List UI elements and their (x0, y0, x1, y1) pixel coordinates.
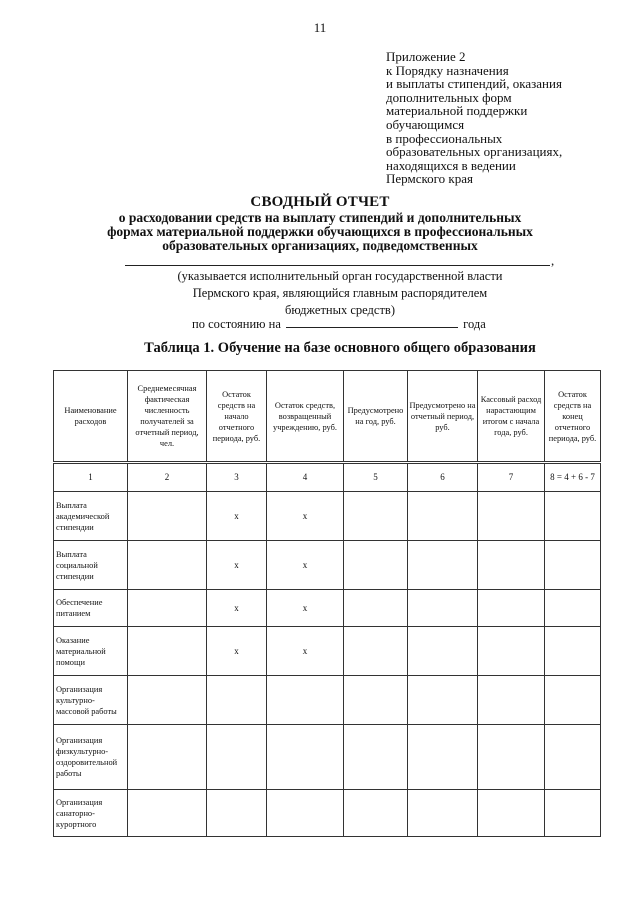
table-cell (128, 790, 207, 837)
header-cell: Предусмотрено на отчетный период, руб. (408, 371, 478, 463)
table-cell (267, 725, 344, 790)
column-number: 6 (408, 463, 478, 492)
column-number: 3 (207, 463, 267, 492)
as-of-date-blank (286, 317, 458, 328)
table-row (54, 492, 601, 541)
table-cell (344, 627, 408, 676)
appendix-line: материальной поддержки (386, 103, 528, 119)
table-cell (545, 541, 601, 590)
appendix-line: находящихся в ведении (386, 157, 516, 173)
table-cell (408, 541, 478, 590)
header-cell: Среднемесячная фактическая численность получателей за отчетный период, чел. (128, 371, 207, 463)
header-cell: Кассовый расход нарастающим итогом с начала года, руб. (478, 371, 545, 463)
appendix-line: дополнительных форм (386, 89, 512, 105)
column-number: 1 (54, 463, 128, 492)
table-cell (408, 676, 478, 725)
expense-name-cell: Организация физкультурно-оздоровительной работы (54, 725, 128, 790)
table-cell (545, 725, 601, 790)
table-row (54, 676, 601, 725)
table-cell (128, 627, 207, 676)
table-row (54, 790, 601, 837)
table-cell: x (207, 492, 267, 541)
table-cell (207, 676, 267, 725)
header-cell: Остаток средств на конец отчетного периода, руб. (545, 371, 601, 463)
as-of-prefix: по состоянию на (192, 317, 281, 331)
appendix-line: образовательных организациях, (386, 144, 563, 160)
appendix-line: Приложение 2 (386, 49, 466, 64)
table-cell (545, 627, 601, 676)
column-number: 7 (478, 463, 545, 492)
header-cell: Остаток средств на начало отчетного периода, руб. (207, 371, 267, 463)
page-number: 11 (313, 20, 327, 35)
table-cell (478, 627, 545, 676)
header-cell: Остаток средств, возвращенный учреждению, руб. (267, 371, 344, 463)
table-cell: x (267, 590, 344, 627)
expense-name-cell: Оказание материальной помощи (54, 627, 128, 676)
table-cell (478, 492, 545, 541)
column-number-row (54, 463, 601, 492)
table-cell: x (267, 627, 344, 676)
authority-note (130, 268, 550, 319)
table-cell (545, 590, 601, 627)
table-cell (408, 790, 478, 837)
column-number: 5 (344, 463, 408, 492)
column-number: 8 = 4 + 6 - 7 (545, 463, 601, 492)
appendix-line: и выплаты стипендий, оказания (386, 76, 562, 92)
table-cell (344, 541, 408, 590)
expense-name-cell: Обеспечение питанием (54, 590, 128, 627)
table-cell (408, 492, 478, 541)
table-cell: x (267, 492, 344, 541)
table-cell (344, 790, 408, 837)
table-cell: x (207, 627, 267, 676)
report-title: СВОДНЫЙ ОТЧЕТ (250, 194, 390, 210)
expense-name-cell: Организация культурно-массовой работы (54, 676, 128, 725)
expense-name-cell: Организация санаторно-курортного (54, 790, 128, 837)
authority-fill-line (125, 264, 550, 266)
table-row (54, 627, 601, 676)
expense-table (53, 370, 601, 837)
note-line: Пермского края, являющийся главным распорядителем (192, 286, 488, 300)
table-cell (344, 725, 408, 790)
table-row (54, 541, 601, 590)
table-cell (267, 790, 344, 837)
appendix-line: к Порядку назначения (386, 62, 509, 78)
expense-name-cell: Выплата академической стипендии (54, 492, 128, 541)
appendix-line: Пермского края (386, 171, 473, 187)
table-cell (478, 725, 545, 790)
table-cell (128, 492, 207, 541)
table-cell (207, 725, 267, 790)
table-body (54, 492, 601, 837)
as-of-date-line (192, 317, 486, 332)
header-row (54, 371, 601, 463)
table-cell (545, 676, 601, 725)
table-cell (545, 492, 601, 541)
note-line: бюджетных средств) (285, 303, 395, 317)
table-cell (267, 676, 344, 725)
column-number: 2 (128, 463, 207, 492)
table-cell (207, 790, 267, 837)
expense-name-cell: Выплата социальной стипендии (54, 541, 128, 590)
appendix-line: обучающимся (386, 116, 465, 132)
as-of-suffix: года (463, 317, 486, 331)
subtitle-line: о расходовании средств на выплату стипендий и дополнительных (118, 210, 522, 225)
table-cell (128, 590, 207, 627)
header-cell: Наименование расходов (54, 371, 128, 463)
table-cell (478, 676, 545, 725)
table-cell (128, 725, 207, 790)
table-cell: x (207, 590, 267, 627)
column-number: 4 (267, 463, 344, 492)
table-row (54, 725, 601, 790)
note-line: (указывается исполнительный орган государственной власти (177, 269, 503, 283)
table-cell (408, 590, 478, 627)
table-cell (478, 790, 545, 837)
table-cell (128, 541, 207, 590)
table-cell (408, 627, 478, 676)
table-cell (128, 676, 207, 725)
table-cell (344, 492, 408, 541)
table-cell (545, 790, 601, 837)
subtitle-line: образовательных организациях, подведомственных (162, 238, 478, 253)
appendix-line: в профессиональных (386, 130, 503, 146)
header-cell: Предусмотрено на год, руб. (344, 371, 408, 463)
table-cell (408, 725, 478, 790)
table-row (54, 590, 601, 627)
table-cell (344, 676, 408, 725)
appendix-block (386, 50, 562, 186)
table-cell: x (267, 541, 344, 590)
table-cell: x (207, 541, 267, 590)
table-cell (478, 590, 545, 627)
table-cell (344, 590, 408, 627)
table-caption: Таблица 1. Обучение на базе основного общего образования (144, 340, 536, 356)
report-subtitle (80, 211, 560, 253)
fill-comma: , (551, 253, 555, 268)
subtitle-line: формах материальной поддержки обучающихся в профессиональных (107, 224, 533, 239)
table-cell (478, 541, 545, 590)
